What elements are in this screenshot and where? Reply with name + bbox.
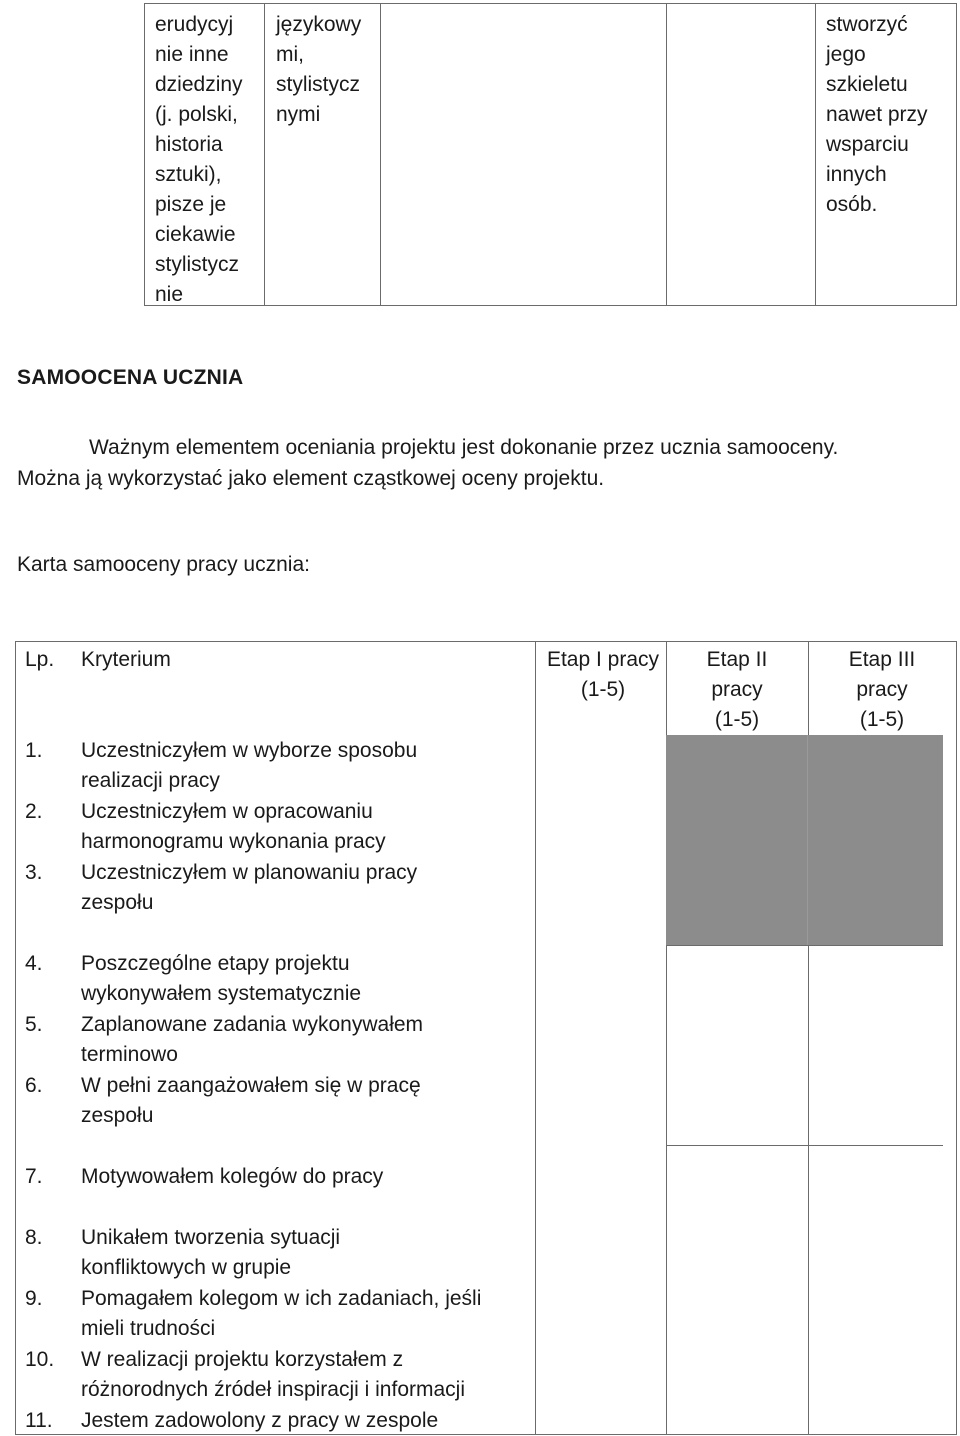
criterion-line: Uczestniczyłem w opracowaniu	[81, 800, 373, 823]
header-line: pracy	[711, 678, 763, 701]
row-criterion	[81, 1406, 531, 1436]
cell-line: innych	[826, 163, 887, 186]
cell-line: nymi	[276, 103, 321, 126]
cell-line: pisze je	[155, 193, 227, 216]
criterion-line: Uczestniczyłem w wyborze sposobu	[81, 739, 418, 762]
top-table-cell-col4	[667, 4, 816, 305]
row-number: 2.	[25, 800, 43, 823]
cell-line: nawet przy	[826, 103, 928, 126]
top-table-fragment	[144, 3, 957, 306]
self-assessment-table	[15, 641, 957, 1435]
row-number: 4.	[25, 952, 43, 975]
row-criterion	[81, 858, 531, 918]
cell-line: (j. polski,	[155, 103, 238, 126]
criterion-line: zespołu	[81, 1104, 154, 1127]
header-etap-1	[523, 645, 683, 705]
header-etap-3	[808, 645, 956, 735]
column-divider	[535, 642, 536, 1434]
criterion-line: Jestem zadowolony z pracy w zespole	[81, 1409, 439, 1432]
row-number: 1.	[25, 739, 43, 762]
row-criterion	[81, 1071, 531, 1131]
header-etap-2	[666, 645, 808, 735]
cell-line: historia	[155, 133, 223, 156]
shaded-cell	[808, 735, 943, 945]
cell-line: szkieletu	[826, 73, 908, 96]
criterion-line: Unikałem tworzenia sytuacji	[81, 1226, 341, 1249]
row-number: 10.	[25, 1348, 55, 1371]
row-criterion	[81, 797, 531, 857]
cell-line: nie	[155, 283, 184, 306]
row-number: 7.	[25, 1165, 43, 1188]
row-number: 8.	[25, 1226, 43, 1249]
row-number: 3.	[25, 861, 43, 884]
header-line: pracy	[856, 678, 908, 701]
row-criterion	[81, 736, 531, 796]
header-line: Etap III	[848, 648, 916, 671]
criterion-line: terminowo	[81, 1043, 178, 1066]
criterion-line: harmonogramu wykonania pracy	[81, 830, 386, 853]
cell-line: dziedziny	[155, 73, 243, 96]
criterion-line: realizacji pracy	[81, 769, 220, 792]
section-heading: SAMOOCENA UCZNIA	[17, 366, 244, 389]
cell-line: sztuki),	[155, 163, 222, 186]
cell-line: nie inne	[155, 43, 229, 66]
card-title: Karta samooceny pracy ucznia:	[17, 553, 310, 576]
header-line: (1-5)	[714, 708, 760, 731]
criterion-line: konfliktowych w grupie	[81, 1256, 292, 1279]
criterion-line: Zaplanowane zadania wykonywałem	[81, 1013, 424, 1036]
shaded-cell	[666, 735, 808, 945]
row-criterion	[81, 1162, 531, 1192]
cell-line: mi,	[276, 43, 304, 66]
criterion-line: Uczestniczyłem w planowaniu pracy	[81, 861, 418, 884]
header-line: Etap II	[706, 648, 768, 671]
cell-line: ciekawie	[155, 223, 236, 246]
criterion-line: wykonywałem systematycznie	[81, 982, 362, 1005]
row-criterion	[81, 1010, 531, 1070]
top-table-cell-col5	[816, 4, 956, 305]
top-table-cell-col2	[265, 4, 381, 305]
cell-line: jego	[826, 43, 866, 66]
row-number: 6.	[25, 1074, 43, 1097]
cell-line: stylistycz	[155, 253, 239, 276]
intro-paragraph	[17, 432, 937, 494]
cell-line: językowy	[276, 13, 362, 36]
row-number: 11.	[25, 1409, 53, 1432]
row-criterion	[81, 949, 531, 1009]
row-criterion	[81, 1345, 531, 1405]
row-separator	[666, 1145, 943, 1146]
criterion-line: Pomagałem kolegom w ich zadaniach, jeśli	[81, 1287, 482, 1310]
cell-line: osób.	[826, 193, 878, 216]
cell-line: stworzyć	[826, 13, 908, 36]
shaded-cells	[666, 735, 943, 945]
header-line: (1-5)	[859, 708, 905, 731]
header-lp: Lp.	[25, 648, 55, 671]
top-table-cell-col1	[145, 4, 265, 305]
row-criterion	[81, 1284, 531, 1344]
row-criterion	[81, 1223, 531, 1283]
criterion-line: mieli trudności	[81, 1317, 216, 1340]
paragraph-line: Ważnym elementem oceniania projektu jest dokonanie przez ucznia samooceny.	[89, 436, 839, 459]
row-number: 9.	[25, 1287, 43, 1310]
header-kryterium: Kryterium	[81, 648, 171, 671]
row-separator	[666, 945, 943, 946]
paragraph-line: Można ją wykorzystać jako element cząstkowej oceny projektu.	[17, 467, 605, 490]
criterion-line: zespołu	[81, 891, 154, 914]
header-line: (1-5)	[580, 678, 626, 701]
cell-line: erudycyj	[155, 13, 234, 36]
header-line: Etap I pracy	[546, 648, 660, 671]
cell-line: wsparciu	[826, 133, 909, 156]
criterion-line: Poszczególne etapy projektu	[81, 952, 350, 975]
cell-line: stylistycz	[276, 73, 360, 96]
criterion-line: W realizacji projektu korzystałem z	[81, 1348, 404, 1371]
top-table-cell-col3	[381, 4, 667, 305]
row-number: 5.	[25, 1013, 43, 1036]
criterion-line: różnorodnych źródeł inspiracji i informacji	[81, 1378, 465, 1401]
criterion-line: Motywowałem kolegów do pracy	[81, 1165, 384, 1188]
criterion-line: W pełni zaangażowałem się w pracę	[81, 1074, 421, 1097]
